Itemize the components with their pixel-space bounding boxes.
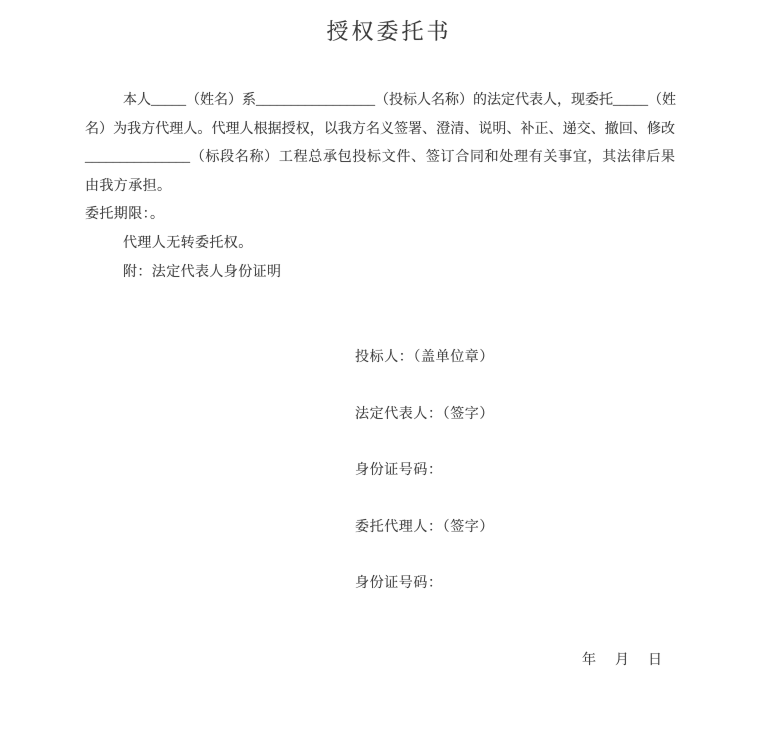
date-line <box>582 649 662 669</box>
bidder-seal-line: 投标人：（盖单位章） <box>355 350 494 365</box>
body-line-liability: 由我方承担。 <box>85 178 172 194</box>
body-line-agent-powers: 名）为我方代理人。代理人根据授权，以我方名义签署、澄清、说明、补正、递交、撤回、修改 <box>85 121 675 137</box>
legal-representative-id-number-line: 身份证号码： <box>355 463 443 478</box>
date-day-label: 日 <box>648 653 662 668</box>
date-year-label: 年 <box>582 653 596 668</box>
no-sub-delegation-line: 代理人无转委托权。 <box>123 235 253 251</box>
body-line-principal: 本人_____（姓名）系_________________（投标人名称）的法定代表人，现委托_____（姓 <box>123 93 676 108</box>
entrusted-agent-signature-line: 委托代理人：（签字） <box>355 519 494 535</box>
entrusted-agent-id-number-line: 身份证号码： <box>355 576 443 591</box>
attachment-line: 附：法定代表人身份证明 <box>123 264 282 280</box>
document-body <box>85 87 675 287</box>
document-title: 授权委托书 <box>326 19 452 44</box>
body-line-section-name: _______________（标段名称）工程总承包投标文件、签订合同和处理有关事宜，其法律后果 <box>85 150 675 166</box>
date-month-label: 月 <box>615 653 629 668</box>
signature-block <box>355 350 494 633</box>
entrust-term-line: 委托期限：。 <box>85 207 165 223</box>
legal-representative-signature-line: 法定代表人：（签字） <box>355 406 494 422</box>
